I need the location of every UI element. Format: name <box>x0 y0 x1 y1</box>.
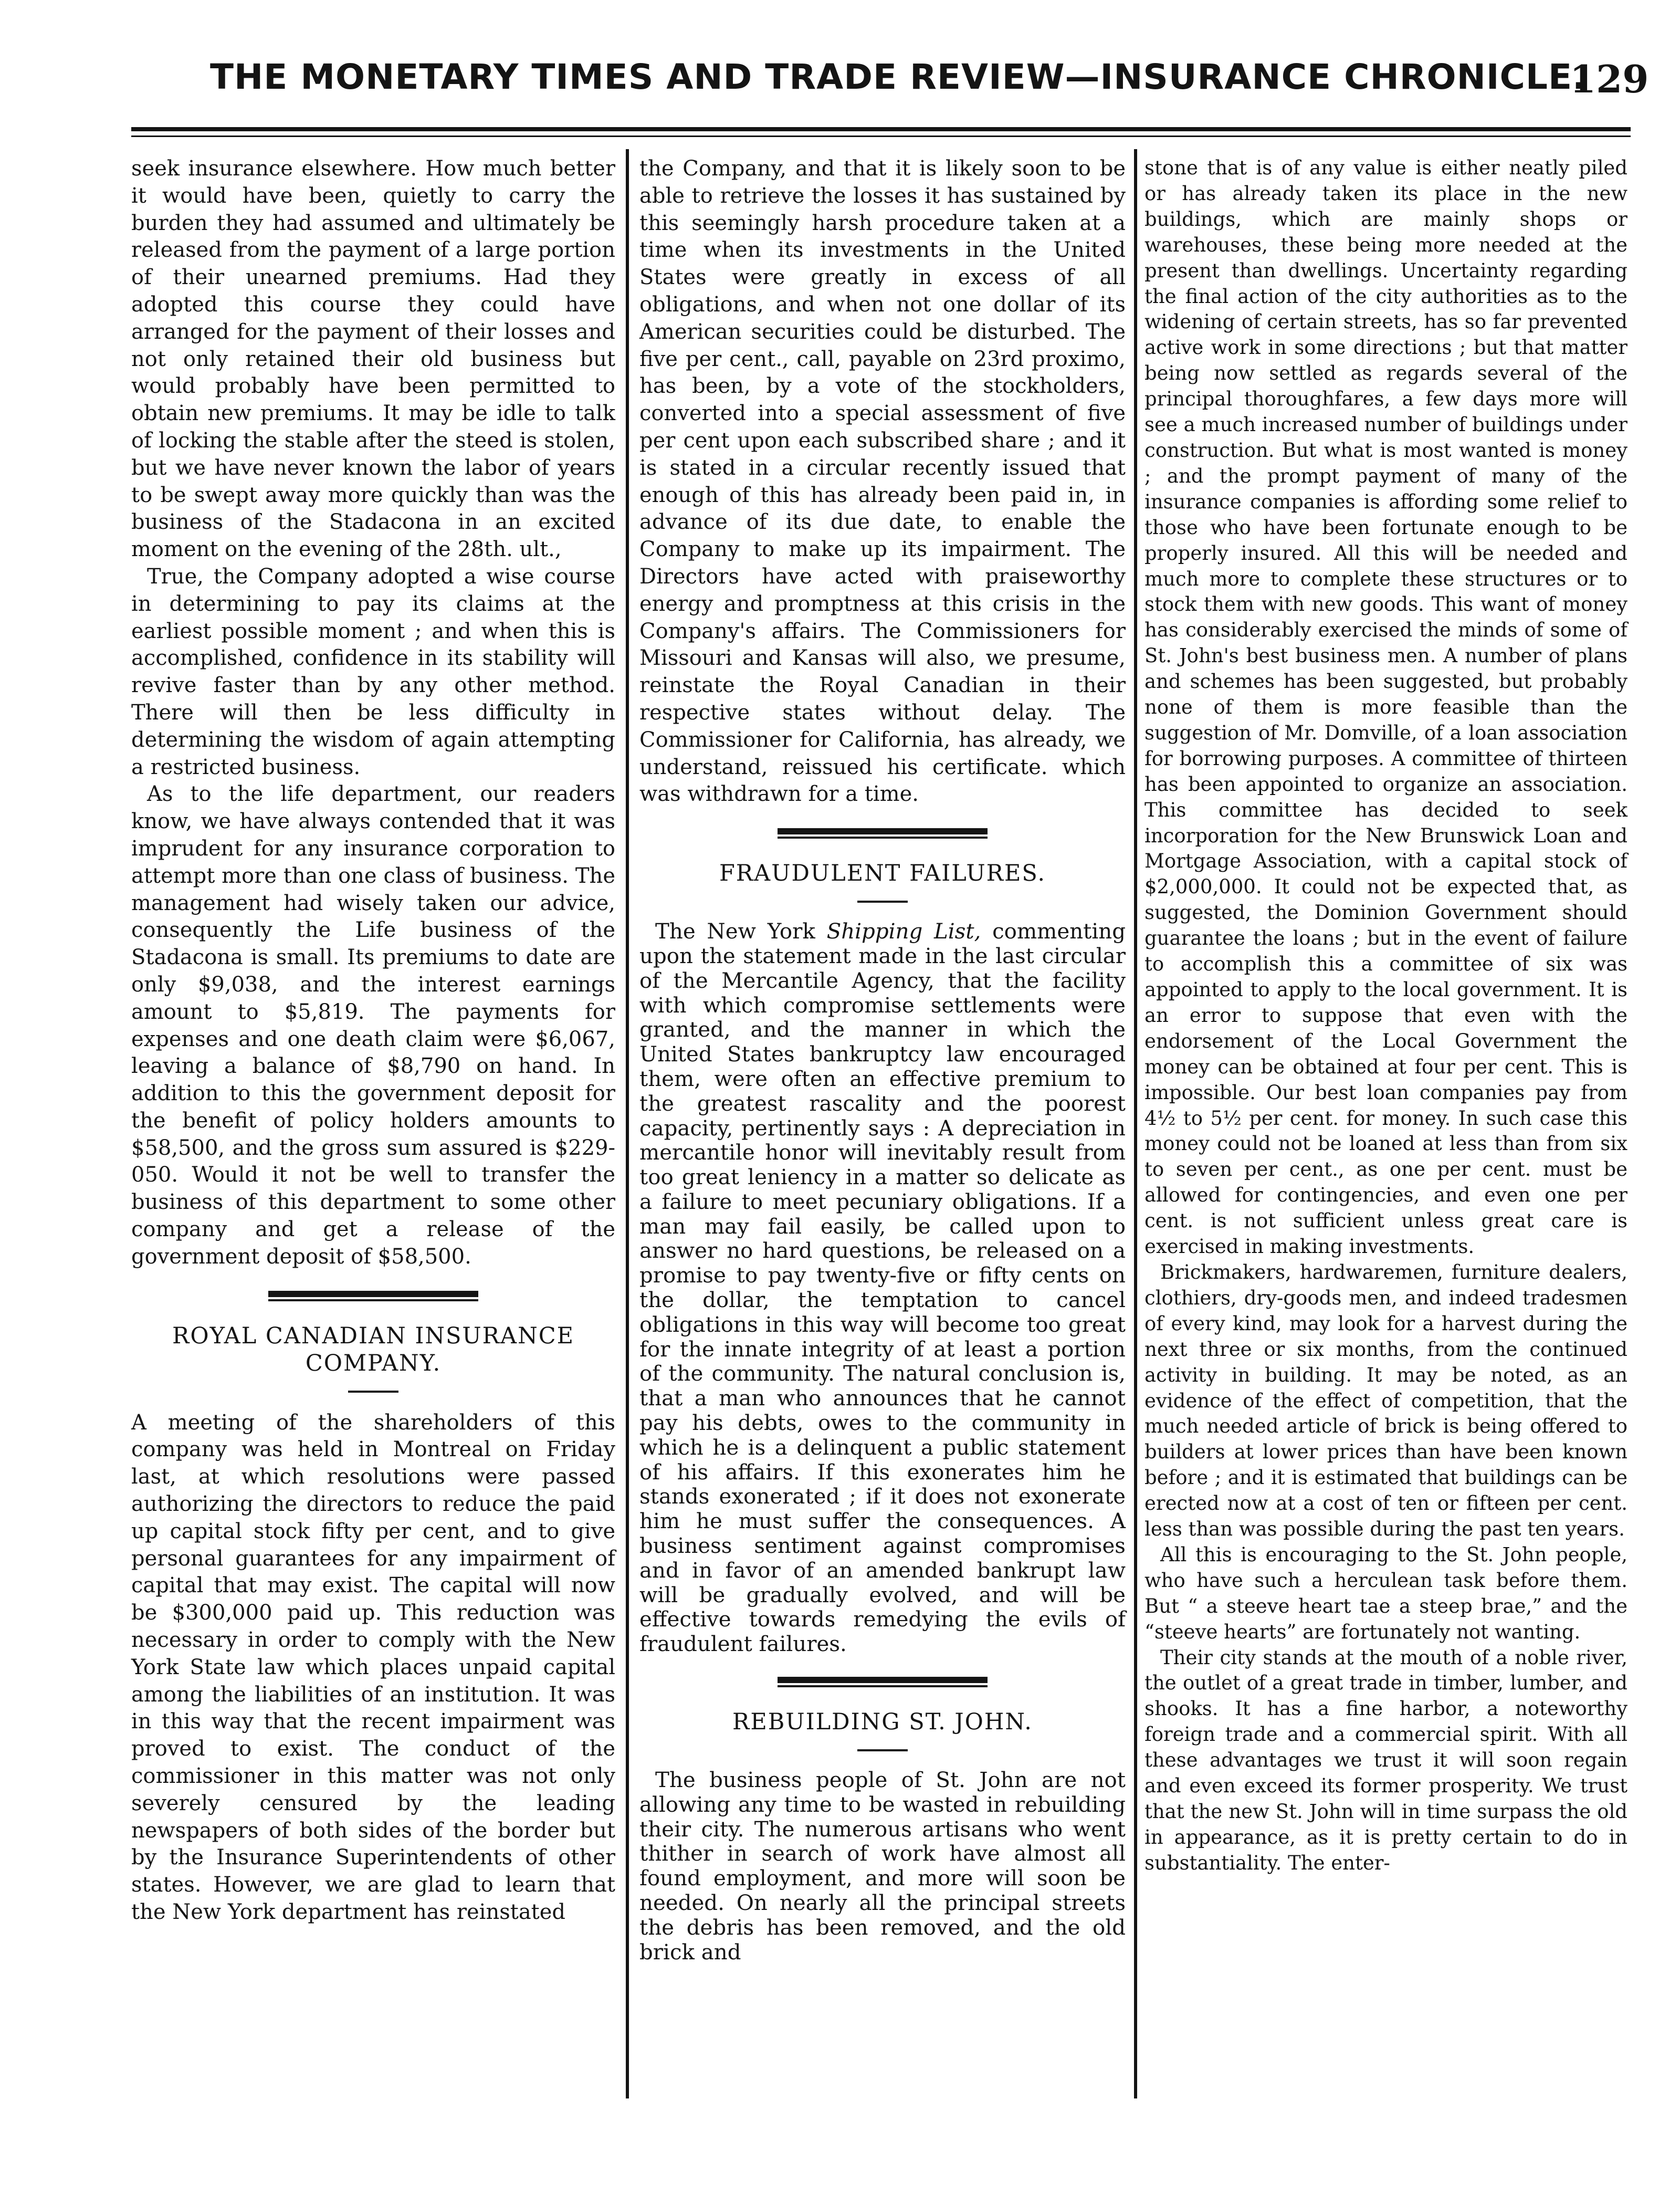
article-rebuilding-paragraph-1: The business people of St. John are not allowing any time to be wasted in rebuilding their city. The numerous artisans who went thither in search of work have almost all found employment, and more will soon be needed. On nearly all the principal streets the debris has been removed, and the old brick and <box>639 1768 1126 1965</box>
article-rebuilding-paragraph-5: Their city stands at the mouth of a noble river, the outlet of a great trade in timber, lumber, and shooks. It has a fine harbor, a noteworthy foreign trade and a commercial spirit. With all these advantages we trust it will soon regain and even exceed its former prosperity. We trust that the new St. John will in time surpass the old in appearance, as it is pretty certain to do in substantiality. The enter- <box>1144 1646 1628 1874</box>
publication-title: Shipping List, <box>826 919 981 944</box>
column-divider-right <box>1134 149 1137 2098</box>
masthead-rule-thick <box>131 127 1631 131</box>
section-divider <box>268 1291 478 1303</box>
article-stadacona-paragraph-2: True, the Company adopted a wise course in determining to pay its claims at the earliest possible moment ; and when this is accomplished, confidence in its stability will revive faster than by any other method. There will then be less difficulty in determining the wisdom of again attempting a restricted business. <box>131 564 615 779</box>
article-royal-canadian-paragraph-2: the Company, and that it is likely soon to be able to retrieve the losses it has sustained by this seemingly harsh procedure taken at a time when its investments in the United States were greatly in excess of all obligations, and when not one dollar of its American securities could be disturbed. The five per cent., call, payable on 23rd proximo, has been, by a vote of the stockholders, converted into a special assessment of five per cent upon each subscribed share ; and it is stated in a circular recently issued that enough of this has already been paid in, in advance of its due date, to enable the Company to make up its impairment. The Directors have acted with praiseworthy energy and promptness at this crisis in the Company's affairs. The Commissioners for Missouri and Kansas will also, we presume, reinstate the Royal Canadian in their respective states without delay. The Commissioner for California, has already, we understand, reissued his certificate. which was withdrawn for a time. <box>639 156 1126 807</box>
article-rebuilding-paragraph-3: Brickmakers, hardwaremen, furniture dealers, clothiers, dry-goods men, and indeed tradesmen of every kind, may look for a harvest during the next three or six months, from the continued activity in building. It may be noted, as an evidence of the effect of competition, that the much needed article of brick is being offered to builders at lower prices than have been known before ; and it is estimated that buildings can be erected now at a cost of ten or fifteen per cent. less than was possible during the past ten years. <box>1144 1260 1628 1541</box>
heading-rebuilding-st-john: REBUILDING ST. JOHN. <box>732 1709 1033 1736</box>
column-right <box>1144 155 1628 1876</box>
article-stadacona-paragraph-3: As to the life department, our readers know, we have always contended that it was imprudent for any insurance corporation to attempt more than one class of business. The management had wisely taken our advice, consequently the Life business of the Stadacona is small. Its premiums to date are only $9,038, and the interest earnings amount to $5,819. The payments for expenses and one death claim were $6,067, leaving a balance of $8,790 on hand. In addition to this the government deposit for the benefit of policy holders amounts to $58,500, and the gross sum assured is $229-050. Would it not be well to transfer the business of this department to some other company and get a release of the government deposit of $58,500. <box>131 782 615 1269</box>
column-middle <box>639 155 1126 1965</box>
section-divider <box>778 828 988 841</box>
heading-underline <box>857 1749 908 1751</box>
heading-royal-canadian: ROYAL CANADIAN INSURANCE COMPANY. <box>172 1322 575 1376</box>
article-rebuilding-paragraph-4: All this is encouraging to the St. John people, who have such a herculean task before them. But “ a steeve heart tae a steep brae,” and the “steeve hearts” are fortunately not wanting. <box>1144 1543 1628 1643</box>
column-divider-left <box>626 149 629 2098</box>
heading-underline <box>857 901 908 903</box>
section-divider <box>778 1677 988 1689</box>
paragraph-body: commenting upon the statement made in the last circular of the Mercantile Agency, that the facility with which compromise settlements were granted, and the manner in which the United States bankruptcy law encouraged them, were often an effective premium to the greatest rascality and the poorest capacity, pertinently says : A depreciation in mercantile honor will inevitably result from too great leniency in a matter so delicate as a failure to meet pecuniary obligations. If a man may fail easily, be called upon to answer no hard questions, be released on a promise to pay twenty-five or fifty cents on the dollar, the temptation to cancel obligations in this way will become too great for the innate integrity of at least a portion of the community. The natural conclusion is, that a man who announces that he cannot pay his debts, owes to the community in which he is a delinquent a public statement of his affairs. If this exonerates him he stands exonerated ; if it does not exonerate him he must suffer the consequences. A business sentiment against compromises and in favor of an amended bankrupt law will be gradually evolved, and will be effective towards remedying the evils of fraudulent failures. <box>639 919 1126 1657</box>
masthead-rule-thin <box>131 135 1631 137</box>
article-rebuilding-paragraph-2: stone that is of any value is either neatly piled or has already taken its place in the new buildings, which are mainly shops or warehouses, these being more needed at the present than dwellings. Uncertainty regarding the final action of the city authorities as to the widening of certain streets, has so far prevented active work in some directions ; but that matter being now settled as regards several of the principal thoroughfares, a few days more will see a much increased number of buildings under construction. But what is most wanted is money ; and the prompt payment of many of the insurance companies is affording some relief to those who have been fortunate enough to be properly insured. All this will be needed and much more to complete these structures or to stock them with new goods. This want of money has considerably exercised the minds of some of St. John's best business men. A number of plans and schemes has been suggested, but probably none of them is more feasible than the suggestion of Mr. Domville, of a loan association for borrowing purposes. A committee of thirteen has been appointed to organize an association. This committee has decided to seek incorporation for the New Brunswick Loan and Mortgage Association, with a capital stock of $2,000,000. It could not be expected that, as suggested, the Dominion Government should guarantee the loans ; but in the event of failure to accomplish this a committee of six was appointed to apply to the local government. It is an error to suppose that even with the endorsement of the Local Government the money can be obtained at four per cent. This is impossible. Our best loan companies pay from 4½ to 5½ per cent. for money. In such case this money could not be loaned at less than from six to seven per cent., as one per cent. must be allowed for contingencies, and even one per cent. is not sufficient unless great care is exercised in making investments. <box>1144 156 1628 1258</box>
article-royal-canadian-paragraph-1: A meeting of the shareholders of this company was held in Montreal on Friday last, at which resolutions were passed authorizing the directors to reduce the paid up capital stock fifty per cent, and to give personal guarantees for any impairment of capital that may exist. The capital will now be $300,000 paid up. This reduction was necessary in order to comply with the New York State law which places unpaid capital among the liabilities of an institution. It was in this way that the recent impairment was proved to exist. The conduct of the commissioner in this matter was not only severely censured by the leading newspapers of both sides of the border but by the Insurance Superintendents of other states. However, we are glad to learn that the New York department has reinstated <box>131 1410 615 1925</box>
heading-fraudulent-failures: FRAUDULENT FAILURES. <box>719 860 1046 887</box>
article-stadacona-paragraph-1: seek insurance elsewhere. How much better it would have been, quietly to carry the burden they had assumed and ultimately be released from the payment of a large portion of their unearned premiums. Had they adopted this course they could have arranged for the payment of their losses and not only retained their old business but would probably have been permitted to obtain new premiums. It may be idle to talk of locking the stable after the steed is stolen, but we have never known the labor of years to be swept away more quickly than was the business of the Stadacona in an excited moment on the evening of the 28th. ult., <box>131 156 615 562</box>
article-fraudulent-failures-paragraph <box>639 920 1126 1657</box>
masthead-title: THE MONETARY TIMES AND TRADE REVIEW—INSURANCE CHRONICLE. <box>210 57 1587 97</box>
page-number: 129 <box>1570 57 1649 101</box>
paragraph-lead-in: The New York <box>655 919 827 944</box>
column-left <box>131 155 615 1926</box>
heading-underline <box>348 1391 398 1393</box>
